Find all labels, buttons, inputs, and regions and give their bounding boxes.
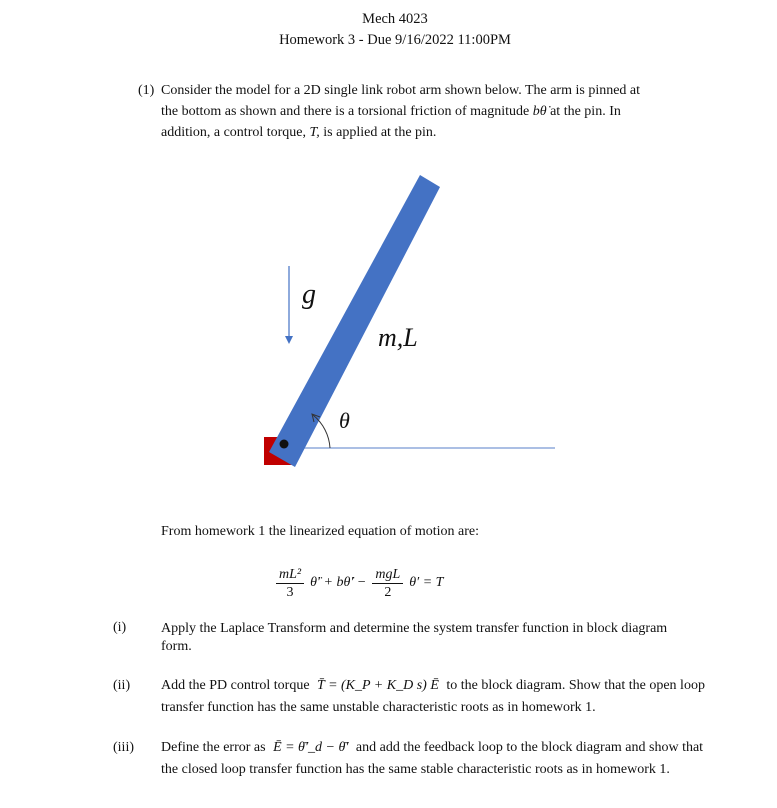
item-i-line-2: form. (161, 639, 192, 654)
item-ii-line-1b: to the block diagram. Show that the open loop (446, 678, 705, 693)
item-iii-text (161, 737, 721, 781)
equation-middle: θ̈′ + bθ̇′ − (310, 575, 367, 590)
item-ii-line-1 (161, 675, 721, 697)
fraction-1 (276, 566, 304, 601)
pd-control-expression: T̄ = (K_P + K_D s) Ē (317, 678, 439, 693)
equation-intro: From homework 1 the linearized equation of motion are: (161, 524, 480, 539)
angle-label: θ (339, 408, 350, 433)
pin-joint (280, 440, 289, 449)
gravity-label: g (302, 279, 316, 310)
problem-line-2a: the bottom as shown and there is a torsional friction of magnitude (161, 104, 530, 119)
robot-arm (269, 175, 440, 467)
problem-number: (1) (138, 83, 155, 98)
item-ii-line-2: transfer function has the same unstable characteristic roots as in homework 1. (161, 700, 596, 715)
item-ii-line-1a: Add the PD control torque (161, 678, 310, 693)
gravity-arrowhead (285, 336, 293, 344)
fraction-1-denominator: 3 (286, 584, 294, 600)
item-number: (i) (113, 620, 127, 635)
fraction-1-numerator: mL² (276, 566, 304, 584)
problem-line-3b: is applied at the pin. (323, 125, 437, 140)
item-number: (iii) (113, 740, 134, 755)
fraction-2-numerator: mgL (372, 566, 403, 584)
problem-line-2b: at the pin. In (550, 104, 621, 119)
item-number: (ii) (113, 678, 131, 693)
item-ii-text (161, 675, 721, 719)
fraction-2 (372, 566, 403, 601)
item-i-line-1: Apply the Laplace Transform and determine the system transfer function in block diagram (161, 621, 668, 636)
fraction-2-denominator: 2 (384, 584, 392, 600)
arm-label: m,L (378, 323, 418, 352)
problem-line-1: Consider the model for a 2D single link robot arm shown below. The arm is pinned at (161, 83, 641, 98)
equation-tail: θ′ = T (409, 575, 444, 590)
problem-line-3a: addition, a control torque, (161, 125, 307, 140)
torque-var: T, (309, 125, 320, 140)
item-iii-line-2: the closed loop transfer function has the same stable characteristic roots as in homework 1. (161, 762, 670, 777)
item-iii-line-1 (161, 737, 721, 759)
friction-term: bθ̇ (532, 104, 547, 119)
item-iii-line-1a: Define the error as (161, 740, 266, 755)
equation-of-motion (276, 562, 443, 604)
assignment-title: Homework 3 - Due 9/16/2022 11:00PM (279, 32, 511, 48)
course-title: Mech 4023 (362, 11, 428, 27)
error-expression: Ē = θ̄′_d − θ̄′ (273, 740, 349, 755)
item-iii-line-1b: and add the feedback loop to the block diagram and show that (355, 740, 704, 755)
item-i-text (161, 618, 721, 658)
